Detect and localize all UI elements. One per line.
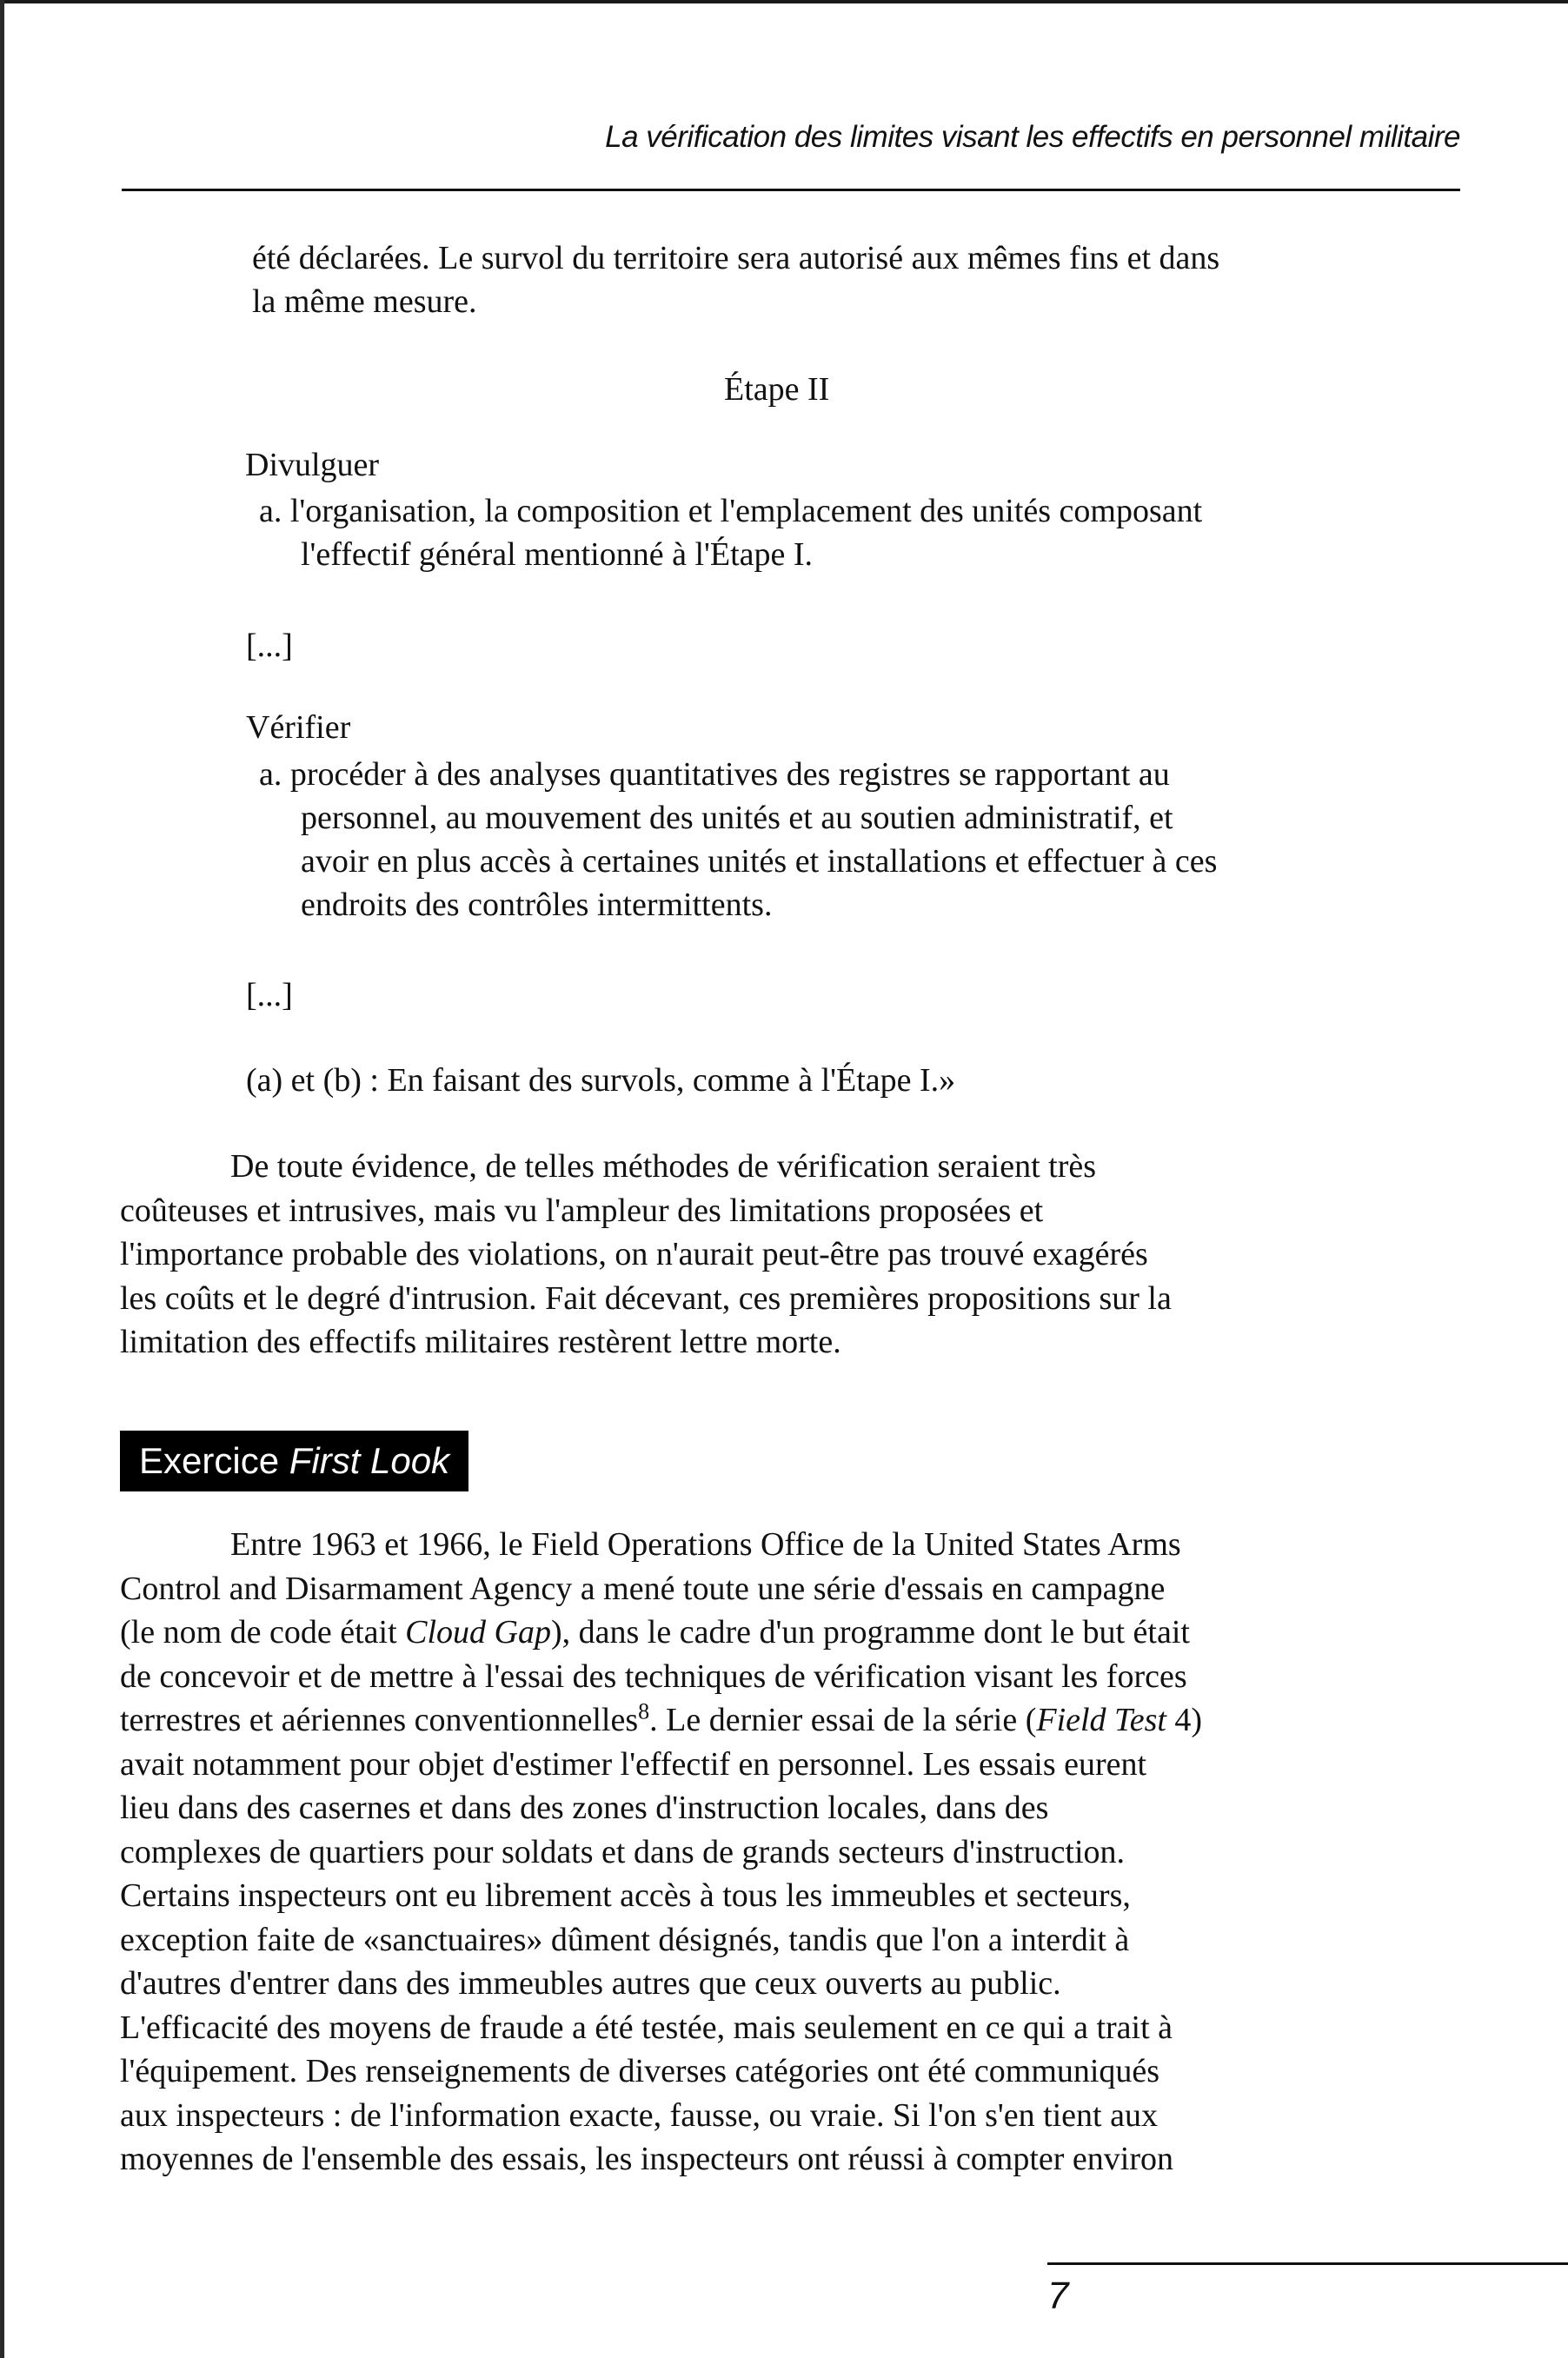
running-header: La vérification des limites visant les effectifs en personnel militaire [605,120,1460,154]
quote-continuation-line-2: la même mesure. [252,283,477,320]
ellipsis-1: [...] [246,628,293,664]
ellipsis-2: [...] [246,977,293,1013]
page-number: 7 [1047,2275,1069,2317]
section-heading [120,1431,468,1491]
verify-item-a-line-4: endroits des contrôles intermittents. [301,887,773,923]
section-heading-prefix: Exercice [139,1440,280,1481]
paragraph-2-line: L'efficacité des moyens de fraude a été testée, mais seulement en ce qui a trait à [120,2009,1173,2046]
text-run: (le nom de code était [120,1614,406,1651]
paragraph-2-line: l'équipement. Des renseignements de diverses catégories ont été communiqués [120,2053,1160,2089]
disclose-item-a-line-2: l'effectif général mentionné à l'Étape I. [301,536,814,573]
text-run: terrestres et aériennes conventionnelles [120,1702,639,1738]
paragraph-2-line: aux inspecteurs : de l'information exacte, fausse, ou vraie. Si l'on s'en tient aux [120,2096,1158,2134]
paragraph-2-line: Entre 1963 et 1966, le Field Operations Office de la United States Arms [230,1526,1181,1563]
paragraph-1-line: les coûts et le degré d'intrusion. Fait décevant, ces premières propositions sur la [120,1279,1172,1317]
paragraph-1-line: De toute évidence, de telles méthodes de vérification seraient très [230,1148,1097,1185]
paragraph-2-line: moyennes de l'ensemble des essais, les inspecteurs ont réussi à compter environ [120,2141,1173,2177]
paragraph-1 [120,1145,1476,1365]
field-test-name: Field Test [1036,1702,1166,1738]
quote-continuation-line-1: été déclarées. Le survol du territoire sera autorisé aux mêmes fins et dans [252,240,1220,276]
footnote-ref[interactable]: 8 [638,1698,650,1724]
text-run: ), dans le cadre d'un programme dont le but était [551,1614,1190,1651]
code-name-cloud-gap: Cloud Gap [405,1614,551,1651]
paragraph-2-line: avait notamment pour objet d'estimer l'effectif en personnel. Les essais eurent [120,1745,1147,1783]
paragraph-2-line: complexes de quartiers pour soldats et dans de grands secteurs d'instruction. [120,1833,1126,1870]
paragraph-1-line: limitation des effectifs militaires restèrent lettre morte. [120,1324,841,1360]
paragraph-2 [120,1523,1476,2182]
paragraph-2-line: de concevoir et de mettre à l'essai des techniques de vérification visant les forces [120,1657,1187,1695]
paragraph-2-line [120,1698,1476,1743]
scan-border-top [0,0,1568,3]
disclose-item-a-line-1: a. l'organisation, la composition et l'emplacement des unités composant [259,493,1203,529]
verify-item-a-line-1: a. procéder à des analyses quantitatives des registres se rapportant au [259,756,1170,793]
verify-item-a-line-3: avoir en plus accès à certaines unités et installations et effectuer à ces [301,843,1218,880]
footer-rule [1047,2262,1568,2265]
paragraph-2-line: Control and Disarmament Agency a mené toute une série d'essais en campagne [120,1570,1166,1607]
stage-title: Étape II [724,371,830,408]
paragraph-2-line: Certains inspecteurs ont eu librement accès à tous les immeubles et secteurs, [120,1877,1131,1914]
paragraph-2-line: exception faite de «sanctuaires» dûment désignés, tandis que l'on a interdit à [120,1921,1130,1958]
paragraph-2-line: lieu dans des casernes et dans des zones d'instruction locales, dans des [120,1790,1049,1826]
scan-border-left [0,0,4,2358]
disclose-heading: Divulguer [245,447,380,483]
header-rule [122,189,1460,191]
paragraph-2-line: d'autres d'entrer dans des immeubles autres que ceux ouverts au public. [120,1965,1061,2002]
verify-item-a-line-2: personnel, au mouvement des unités et au soutien administratif, et [301,800,1173,836]
section-heading-italic: First Look [289,1440,450,1481]
text-run: 4) [1166,1702,1203,1738]
paragraph-1-line: l'importance probable des violations, on n'aurait peut-être pas trouvé exagérés [120,1236,1148,1272]
verify-heading: Vérifier [246,709,351,746]
text-run: . Le dernier essai de la série ( [649,1702,1037,1738]
paragraph-2-line [120,1611,1476,1655]
quote-closing: (a) et (b) : En faisant des survols, comme à l'Étape I.» [246,1062,956,1099]
paragraph-1-line: coûteuses et intrusives, mais vu l'ampleur des limitations proposées et [120,1192,1044,1229]
